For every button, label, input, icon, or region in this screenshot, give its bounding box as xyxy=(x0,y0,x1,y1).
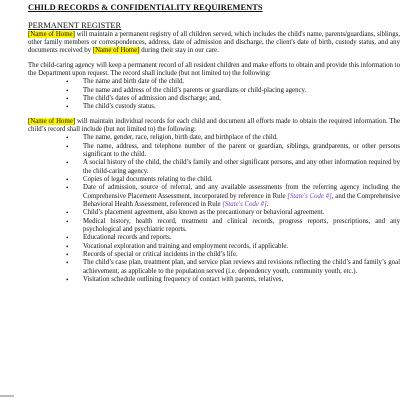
list-item: • Records of special or critical incidents in the child’s life. xyxy=(28,251,400,259)
document-page xyxy=(28,0,400,284)
paragraph-text: will maintain a permanent registry of all children served, which includes the child's name, parents/guardians, siblings, other family members or correspondences, address, date of admission and discharge, the client's date of birth, custody status, and any documents received by xyxy=(28,30,401,55)
list-item: • Educational records and reports. xyxy=(28,234,400,242)
paragraph-individual-records xyxy=(28,118,400,135)
paragraph-text: will maintain individual records for each child and document all efforts made to obtain the required information. The child’s record shall include (but not limited to) the following: xyxy=(28,117,400,133)
name-of-home-placeholder: [Name of Home] xyxy=(28,30,75,38)
list-item: • The name and address of the child’s parents or guardians or child-placing agency. xyxy=(28,87,400,95)
list-item: • The name, gender, race, religion, birth date, and birthplace of the child. xyxy=(28,134,400,142)
list-item: • Vocational exploration and training and employment records, if applicable. xyxy=(28,243,400,251)
paragraph-permanent-register xyxy=(28,31,400,56)
list-item: • Copies of legal documents relating to the child. xyxy=(28,176,400,184)
state-code-placeholder: [State's Code #] xyxy=(287,192,332,200)
document-title: CHILD RECORDS & CONFIDENTIALITY REQUIREMENTS xyxy=(28,3,263,12)
list-item-text: . xyxy=(266,201,269,209)
section-heading: PERMANENT REGISTER xyxy=(28,21,122,30)
list-item: • The child’s custody status. xyxy=(28,103,400,111)
permanent-record-list xyxy=(28,78,400,111)
page-edge-divider xyxy=(0,395,14,397)
list-item: • The name, address, and telephone number of the parent or guardian, siblings, grandparents, or other persons significant to the child. xyxy=(28,143,400,160)
list-item: • The child’s dates of admission and discharge; and, xyxy=(28,95,400,103)
name-of-home-placeholder: [Name of Home] xyxy=(28,117,76,125)
child-record-list xyxy=(28,134,400,284)
list-item: • The child’s case plan, treatment plan, and service plan reviews and revisions reflecting the child’s and family’s goal achievement, as applicable to the population served (i.e. dependency youth, community youth, etc.). xyxy=(28,259,400,276)
paragraph-text: during their stay in our care. xyxy=(139,47,219,55)
paragraph-agency-record: The child-caring agency will keep a permanent record of all resident children and make efforts to obtain and provide this information to the Department upon request. The record shall include (but not limited to) the following: xyxy=(28,61,400,77)
list-item: • The name and birth date of the child. xyxy=(28,78,400,86)
list-item-text: Date of admission, source of referral, and any available assessments from the referring agency including the Comprehensive Placement Assessment, incorporated by reference in Rule xyxy=(83,184,400,200)
name-of-home-placeholder: [Name of Home] xyxy=(92,47,140,55)
list-item: • Visitation schedule outlining frequency of contact with parents, relatives, xyxy=(28,276,400,284)
list-item xyxy=(28,184,400,209)
state-code-placeholder: [State's Code #] xyxy=(222,201,267,209)
list-item: • Medical history, health record, treatment and clinical records, progress reports, prescriptions, and any psychological and psychiatric reports. xyxy=(28,218,400,235)
list-item: • Child’s placement agreement, also known as the precautionary or behavioral agreement. xyxy=(28,209,400,217)
list-item: • A social history of the child, the child’s family and other significant persons, and any other information required by the child-caring agency. xyxy=(28,159,400,176)
list-item-text: , and the Comprehensive Behavioral Health Assessment, referenced in Rule xyxy=(83,192,401,209)
